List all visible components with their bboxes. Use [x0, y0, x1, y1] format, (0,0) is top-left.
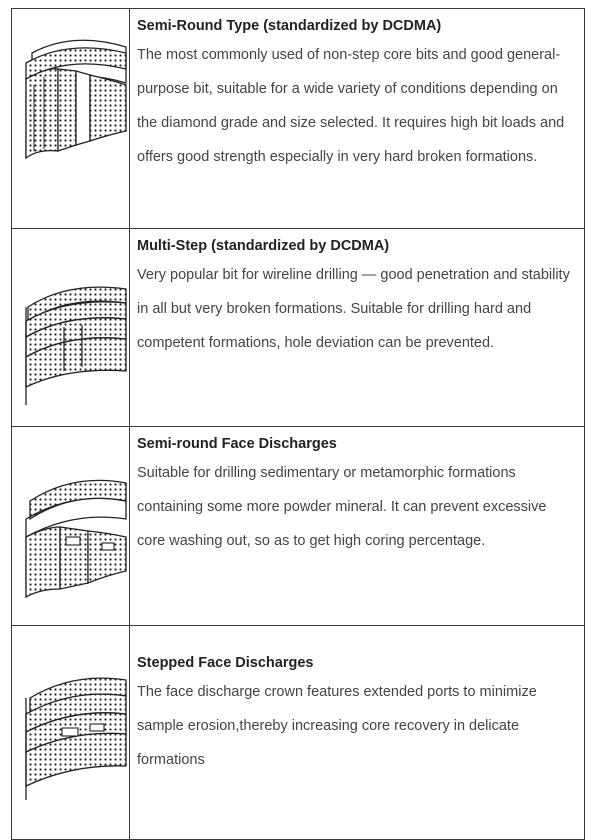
row-text: The face discharge crown features extended ports to minimize sample erosion,thereby increasing core recovery in delicate formations: [137, 684, 537, 768]
table-row: [12, 229, 585, 427]
image-cell: [12, 626, 130, 840]
core-bit-types-table: [11, 8, 585, 840]
face-discharge-bit-icon: [18, 467, 128, 602]
table-row: [12, 9, 585, 229]
semi-round-bit-icon: [18, 23, 128, 163]
row-title: Stepped Face Discharges: [137, 655, 314, 671]
row-text: The most commonly used of non-step core bits and good general-purpose bit, suitable for a wide variety of conditions depending on the diamond grade and size selected. It requires high bit loads and offers good strength especially in very hard broken formations.: [137, 47, 565, 165]
table-row: [12, 427, 585, 626]
row-title: Semi-Round Type (standardized by DCDMA): [137, 18, 442, 34]
row-text: Suitable for drilling sedimentary or metamorphic formations containing some more powder mineral. It can prevent excessive core washing out, so as to get high coring percentage.: [137, 465, 547, 549]
image-cell: [12, 9, 130, 229]
description-cell: [130, 626, 585, 840]
row-title: Multi-Step (standardized by DCDMA): [137, 238, 390, 254]
image-cell: [12, 427, 130, 626]
row-title: Semi-round Face Discharges: [137, 436, 337, 452]
image-cell: [12, 229, 130, 427]
description-cell: [130, 427, 585, 626]
table-row: [12, 626, 585, 840]
multi-step-bit-icon: [18, 267, 128, 407]
description-cell: [130, 9, 585, 229]
row-text: Very popular bit for wireline drilling — good penetration and stability in all but very broken formations. Suitable for drilling hard and competent formations, hole deviation can be prevented.: [137, 267, 570, 351]
description-cell: [130, 229, 585, 427]
stepped-face-discharge-bit-icon: [18, 662, 128, 802]
